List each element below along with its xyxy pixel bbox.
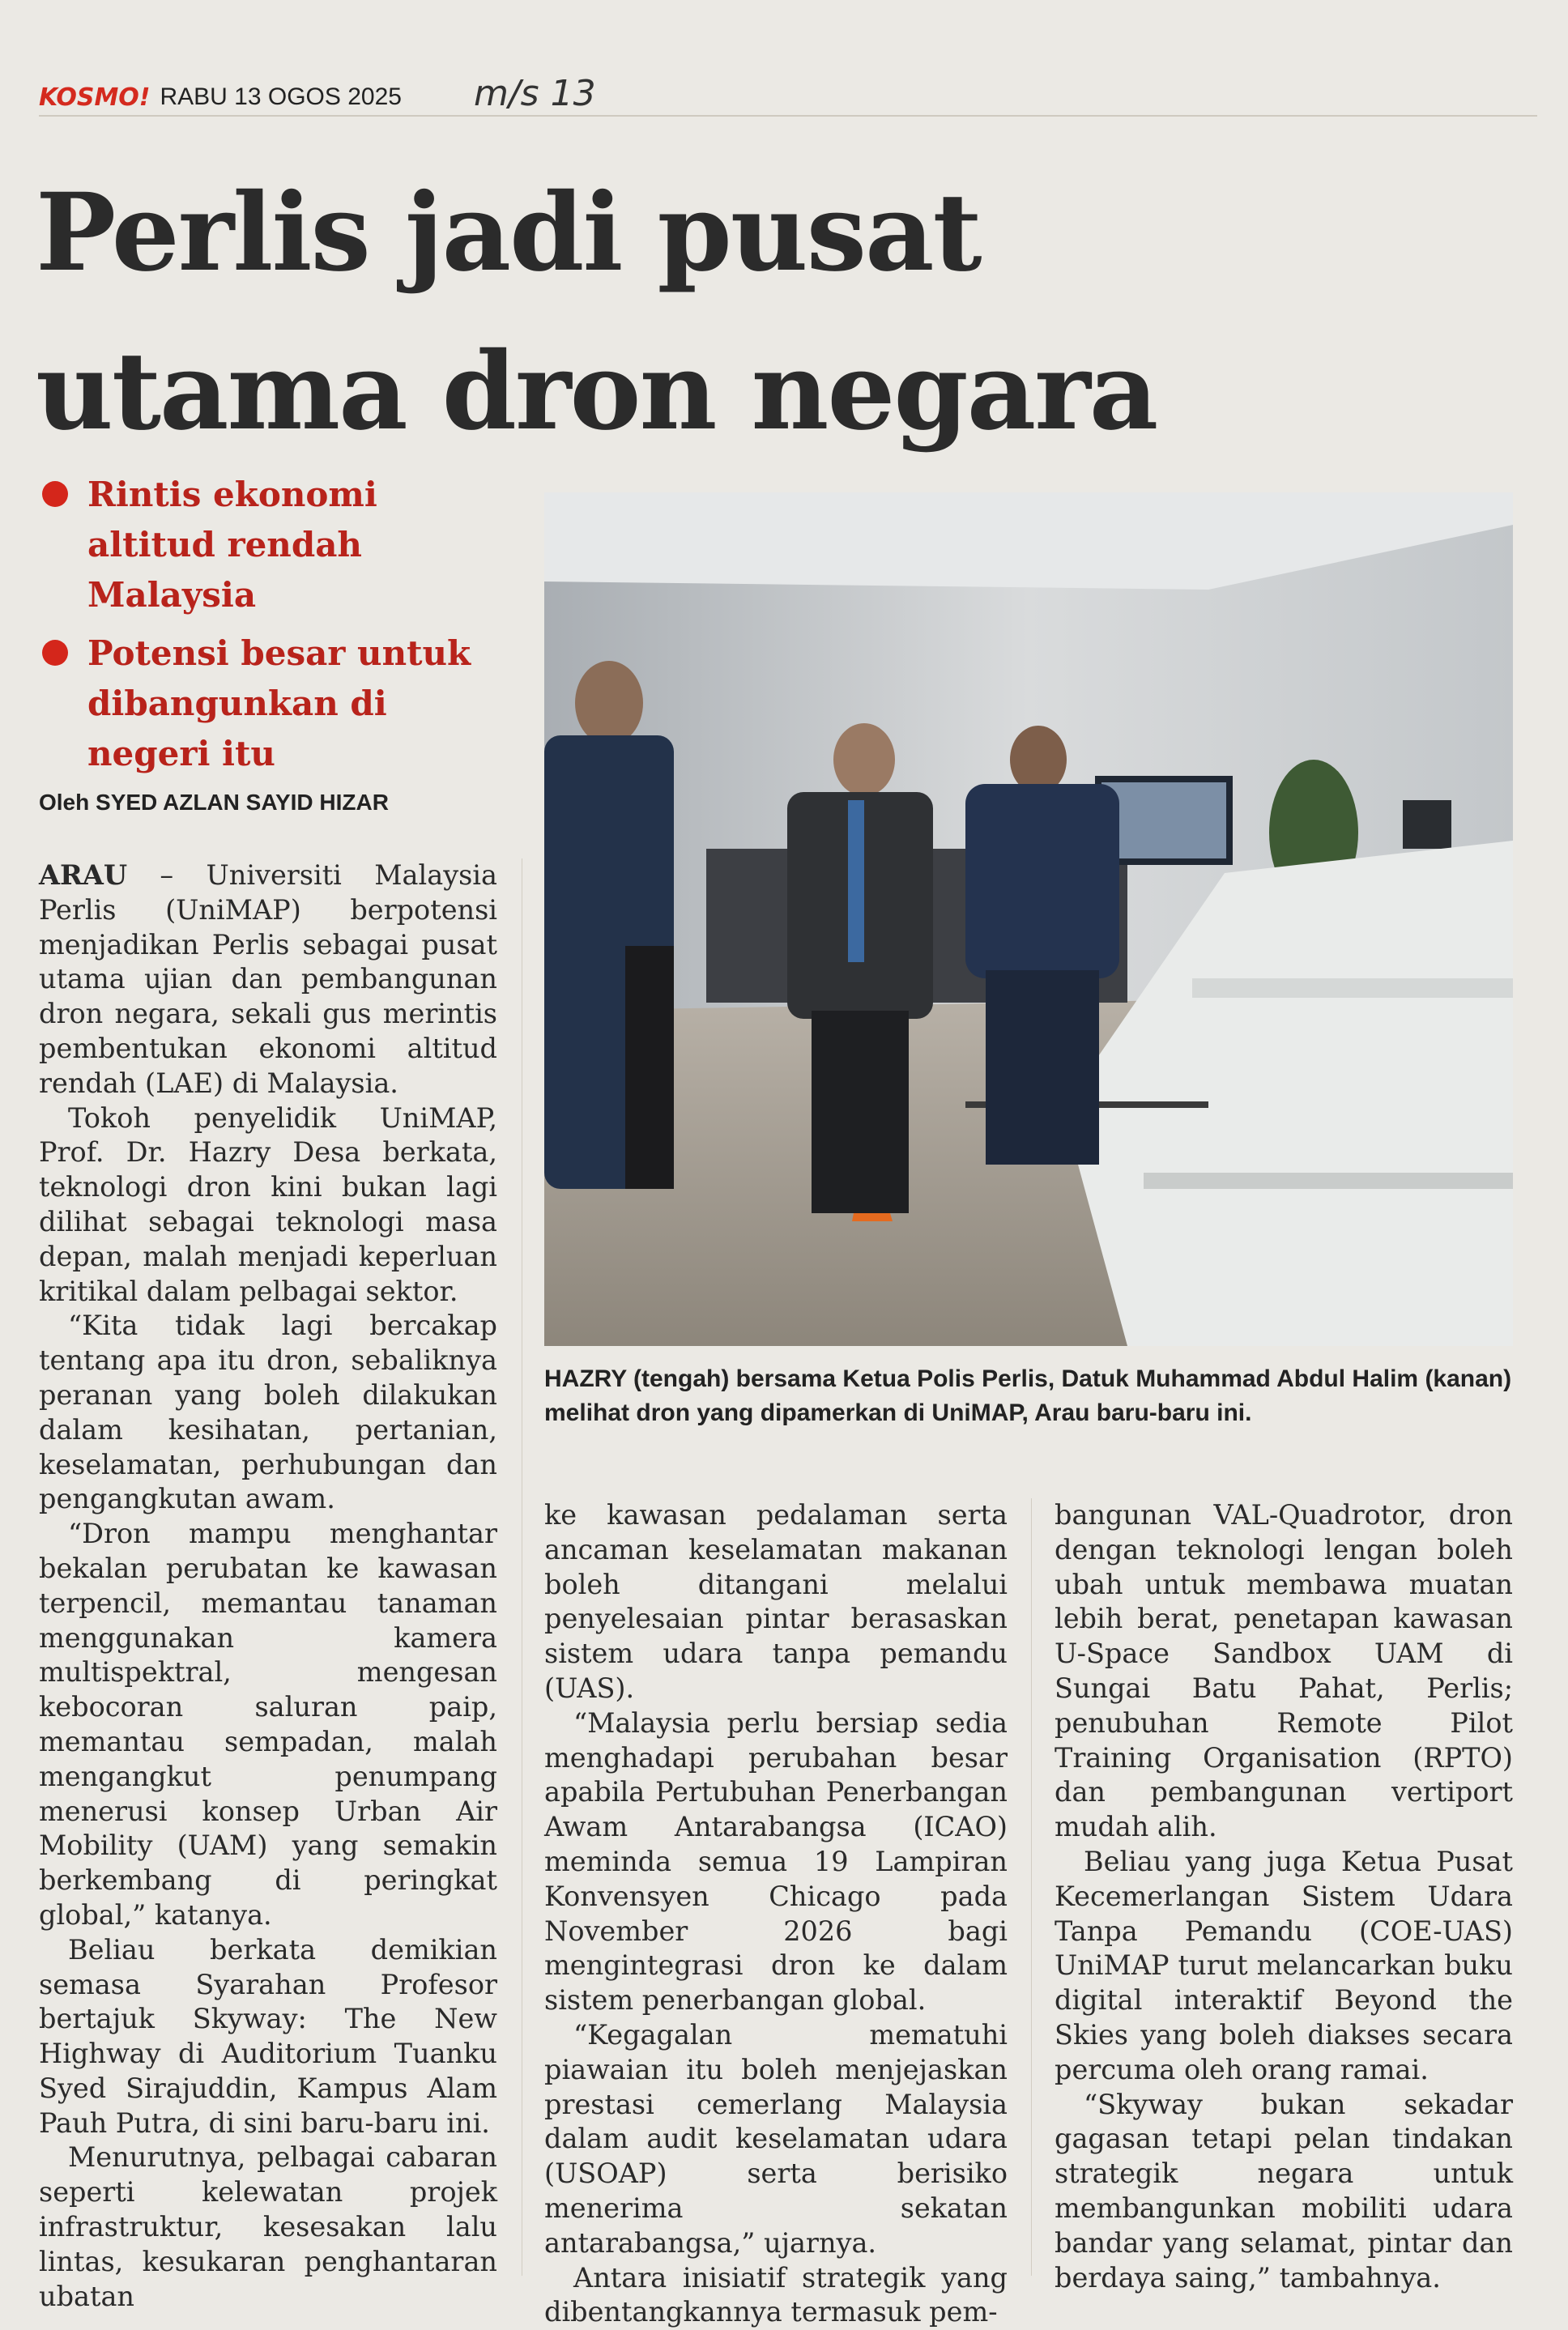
- article-paragraph: Beliau yang juga Ketua Pusat Kecemerlangan Sistem Udara Tanpa Pemandu (COE-UAS) UniMAP turut melancarkan buku digital interaktif Beyond the Skies yang boleh diakses secara percuma oleh orang ramai.: [1055, 1845, 1513, 2085]
- headline-line-1: Perlis jadi pusat: [36, 170, 981, 296]
- headline: [36, 154, 1412, 471]
- article-paragraph: [39, 858, 497, 1101]
- paragraph-text: – Universiti Malaysia Perlis (UniMAP) berpotensi menjadikan Perlis sebagai pusat utama ujian dan pembangunan dron negara, sekali gus merintis pembentukan ekonomi altitud rendah (LAE) di Malaysia.: [39, 859, 497, 1099]
- article-column-2: [544, 1498, 1008, 2330]
- page-header: [39, 73, 402, 121]
- article-paragraph: Antara inisiatif strategik yang dibentangkannya termasuk pem-: [544, 2261, 1008, 2328]
- photo-illustration: [544, 492, 1513, 1346]
- highlight-bullets: [42, 470, 512, 787]
- article-paragraph: Beliau berkata demikian semasa Syarahan Profesor bertajuk Skyway: The New Highway di Auditorium Tuanku Syed Sirajuddin, Kampus Alam Pauh Putra, di sini baru-baru ini.: [39, 1933, 497, 2139]
- article-paragraph: ke kawasan pedalaman serta ancaman keselamatan makanan boleh ditangani melalui penyelesaian pintar berasaskan sistem udara tanpa pemandu (UAS).: [544, 1499, 1008, 1704]
- bullet-text: Rintis ekonomi altitud rendah Malaysia: [87, 475, 377, 615]
- article-paragraph: Menurutnya, pelbagai cabaran seperti kelewatan projek infrastruktur, kesesakan lalu lintas, kesukaran penghantaran ubatan: [39, 2141, 497, 2312]
- article-paragraph: “Malaysia perlu bersiap sedia menghadapi perubahan besar apabila Pertubuhan Penerbangan Awam Antarabangsa (ICAO) meminda semua 19 Lampiran Konvensyen Chicago pada November 2026 bagi mengintegrasi dron ke dalam sistem penerbangan global.: [544, 1706, 1008, 2017]
- highlight-bullet: [42, 628, 512, 779]
- bullet-text: Potensi besar untuk dibangunkan di negeri itu: [87, 633, 471, 773]
- column-divider: [1031, 1498, 1032, 2276]
- header-divider: [39, 115, 1537, 117]
- handwritten-page-note: m/s 13: [474, 73, 596, 114]
- article-paragraph: “Kegagalan mematuhi piawaian itu boleh menjejaskan prestasi cemerlang Malaysia dalam audit keselamatan udara (USOAP) serta berisiko menerima sekatan antarabangsa,” ujarnya.: [544, 2018, 1008, 2259]
- article-paragraph: “Skyway bukan sekadar gagasan tetapi pelan tindakan strategik negara untuk membangunkan mobiliti udara bandar yang selamat, pintar dan berdaya saing,” tambahnya.: [1055, 2088, 1513, 2294]
- byline: Oleh SYED AZLAN SAYID HIZAR: [39, 790, 389, 815]
- article-paragraph: Tokoh penyelidik UniMAP, Prof. Dr. Hazry Desa berkata, teknologi dron kini bukan lagi dilihat sebagai teknologi masa depan, malah menjadi keperluan kritikal dalam pelbagai sektor.: [39, 1101, 497, 1307]
- headline-line-2: utama dron negara: [36, 329, 1157, 454]
- photo-caption: HAZRY (tengah) bersama Ketua Polis Perlis, Datuk Muhammad Abdul Halim (kanan) melihat dron yang dipamerkan di UniMAP, Arau baru-baru ini.: [544, 1365, 1512, 1426]
- article-paragraph: bangunan VAL-Quadrotor, dron dengan teknologi lengan boleh ubah untuk membawa muatan lebih berat, penetapan kawasan U-Space Sandbox UAM di Sungai Batu Pahat, Perlis; penubuhan Remote Pilot Training Organisation (RPTO) dan pembangunan vertiport mudah alih.: [1055, 1499, 1513, 1843]
- news-photo: [544, 492, 1513, 1346]
- publication-name: KOSMO!: [39, 83, 151, 112]
- dateline: ARAU: [39, 859, 128, 891]
- highlight-bullet: [42, 470, 512, 620]
- publication-date: RABU 13 OGOS 2025: [160, 83, 402, 110]
- article-column-3: [1055, 1498, 1513, 2295]
- article-paragraph: “Dron mampu menghantar bekalan perubatan ke kawasan terpencil, memantau tanaman menggunakan kamera multispektral, mengesan kebocoran saluran paip, memantau sempadan, malah mengangkut penumpang menerusi konsep Urban Air Mobility (UAM) yang semakin berkembang di peringkat global,” katanya.: [39, 1518, 497, 1931]
- article-paragraph: “Kita tidak lagi bercakap tentang apa itu dron, sebaliknya peranan yang boleh dilakukan dalam kesihatan, pertanian, keselamatan, perhubungan dan pengangkutan awam.: [39, 1310, 497, 1515]
- bullet-dot-icon: [42, 640, 68, 666]
- bullet-dot-icon: [42, 481, 68, 507]
- article-column-1: [39, 858, 497, 2314]
